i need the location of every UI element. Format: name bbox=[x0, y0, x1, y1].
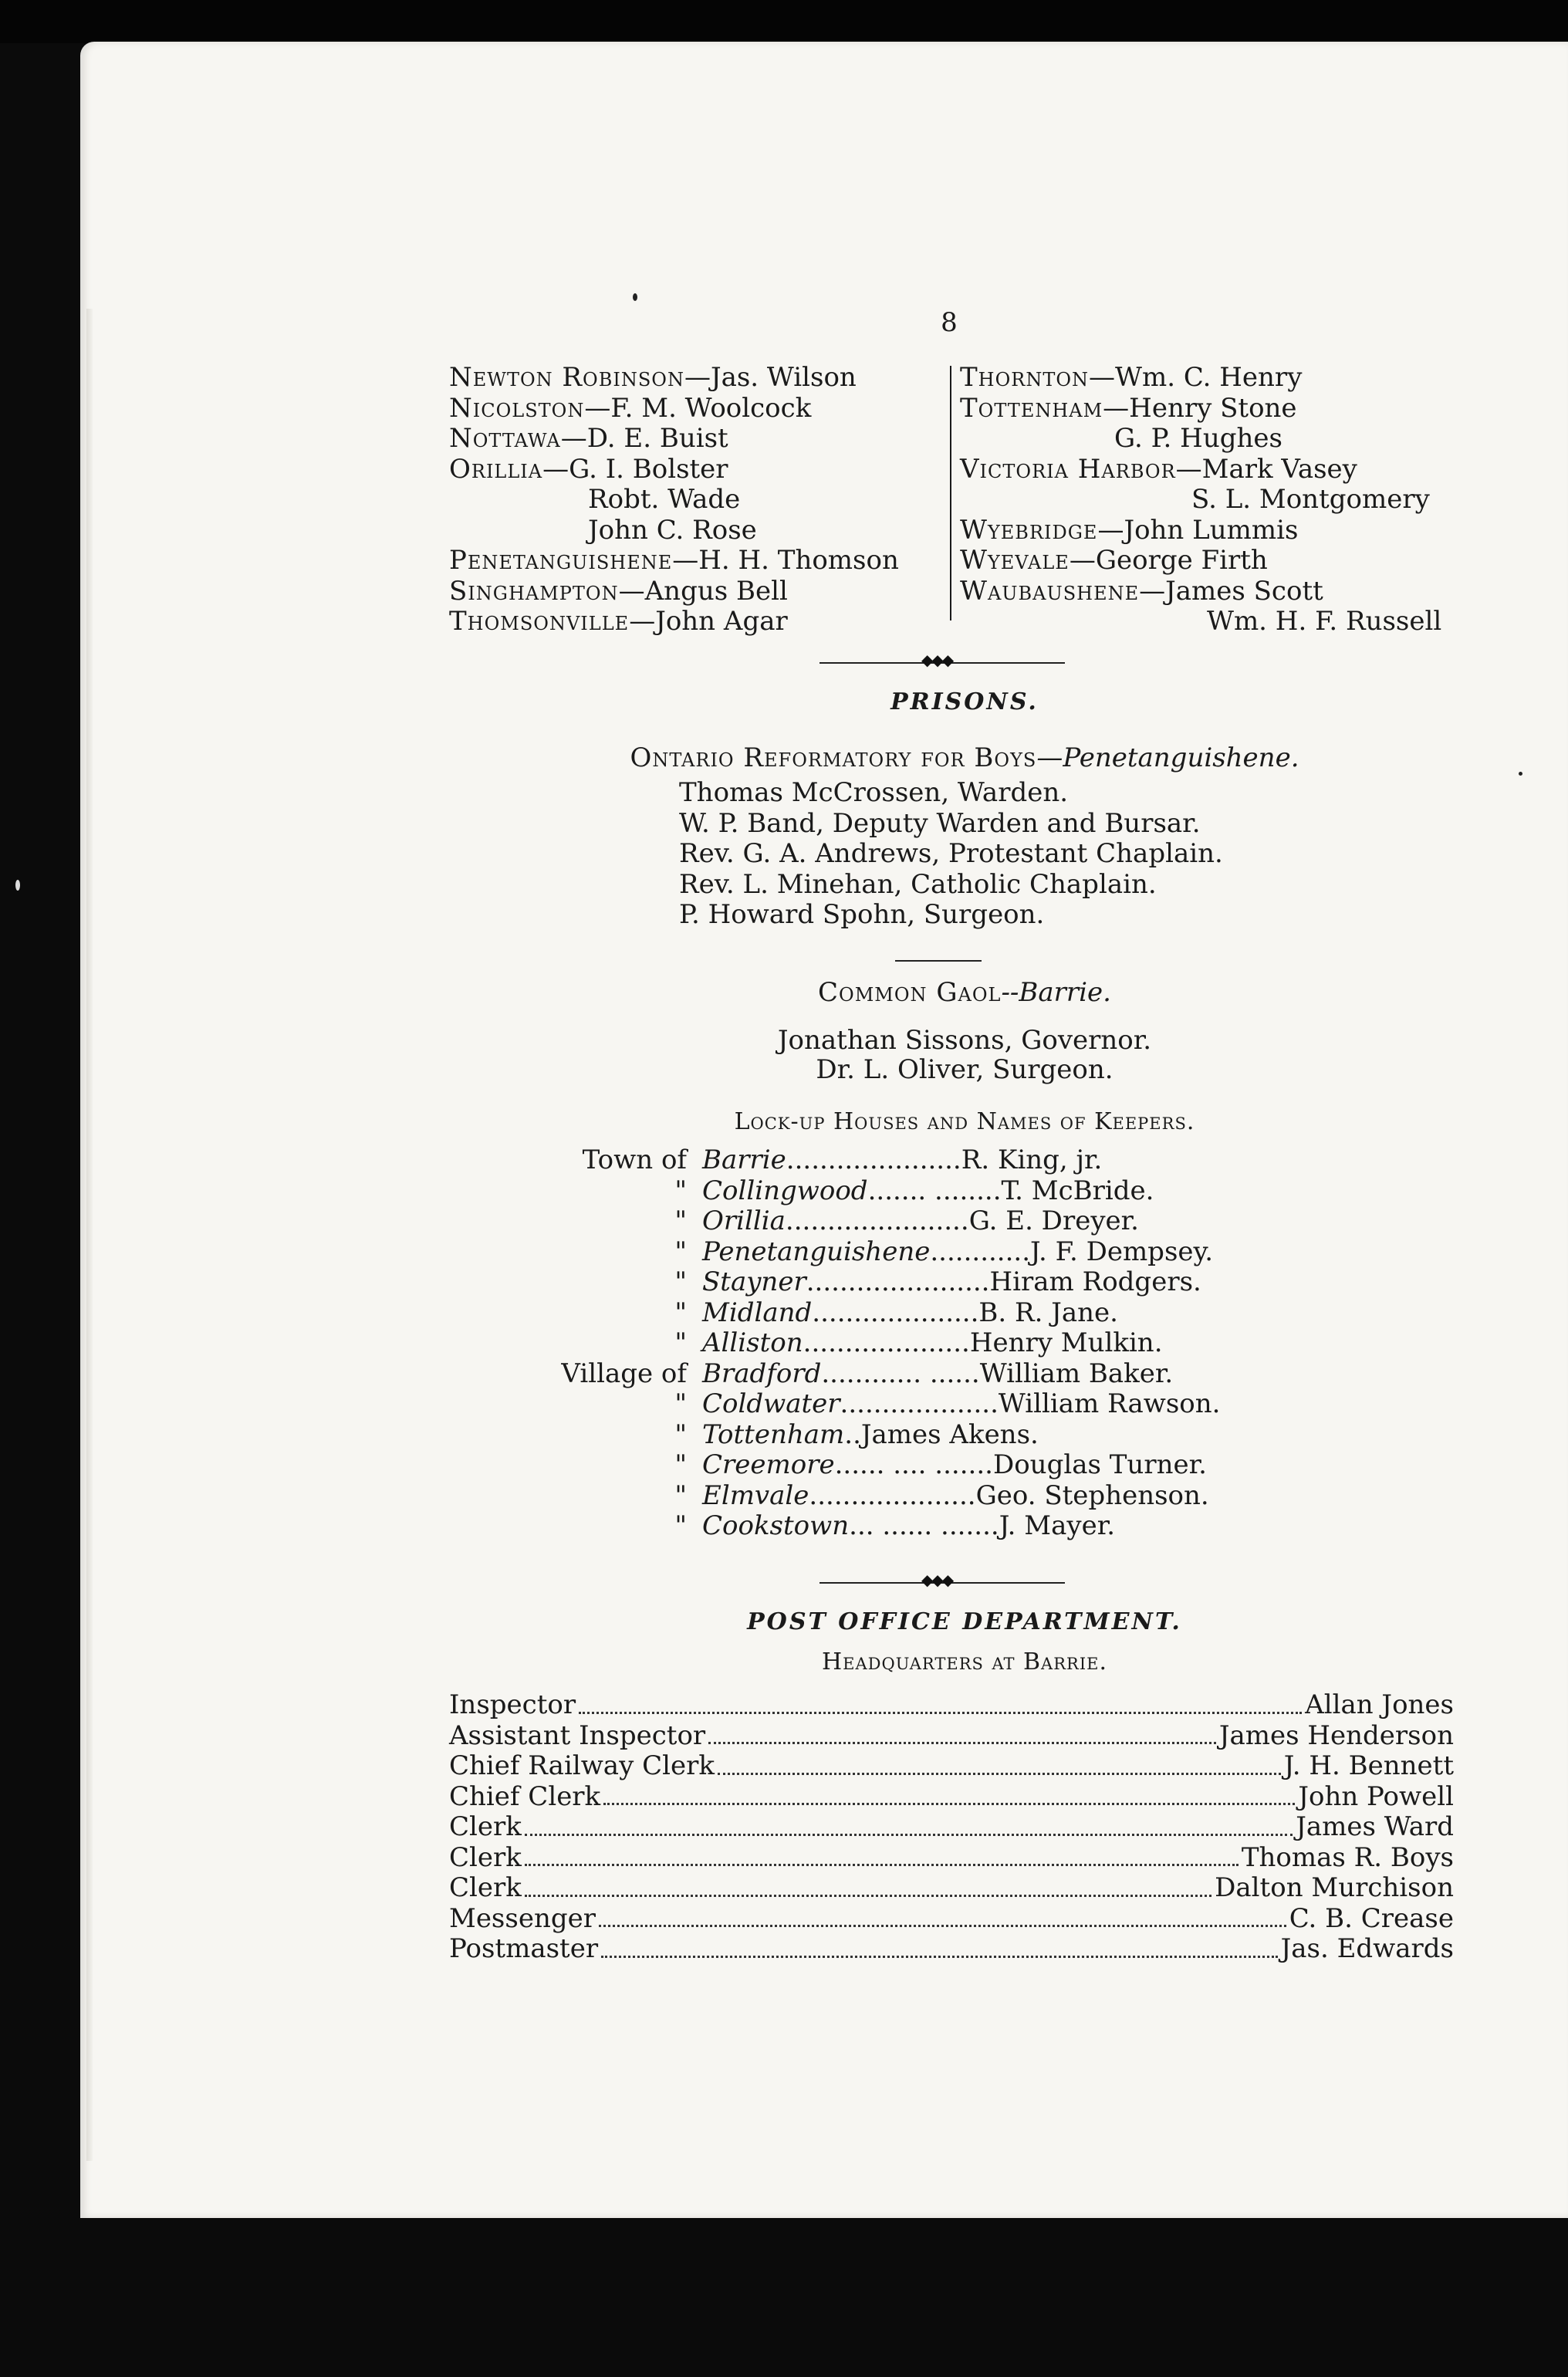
place-entry-continued: John C. Rose bbox=[588, 514, 757, 546]
post-office-heading: POST OFFICE DEPARTMENT. bbox=[747, 1608, 1182, 1635]
lockup-row: " Collingwood ....... ........ T. McBride. bbox=[674, 1175, 1154, 1206]
staff-line: Rev. L. Minehan, Catholic Chaplain. bbox=[679, 868, 1157, 900]
post-office-staff bbox=[449, 1690, 1454, 1965]
place-entry: Newton Robinson—Jas. Wilson bbox=[449, 362, 857, 393]
staff-row: Assistant Inspector James Henderson bbox=[449, 1719, 1454, 1751]
place-entry: Wyevale—George Firth bbox=[960, 545, 1268, 576]
staff-line: W. P. Band, Deputy Warden and Bursar. bbox=[679, 807, 1201, 839]
staff-row: Chief Clerk John Powell bbox=[449, 1780, 1454, 1812]
right-column bbox=[960, 363, 1469, 637]
lockup-row: Village of Bradford ............ ...... William Baker. bbox=[561, 1358, 1174, 1389]
short-rule bbox=[895, 960, 982, 962]
place-entry: Thomsonville—John Agar bbox=[449, 606, 788, 637]
place-entry-continued: S. L. Montgomery bbox=[1191, 484, 1430, 515]
place-entry: Nicolston—F. M. Woolcock bbox=[449, 392, 812, 424]
place-entry: Nottawa—D. E. Buist bbox=[449, 423, 728, 454]
lockup-row: " Cookstown ... ...... ....... J. Mayer. bbox=[674, 1510, 1116, 1541]
place-entry-continued: Wm. H. F. Russell bbox=[1207, 606, 1442, 637]
staff-row: Clerk James Ward bbox=[449, 1811, 1454, 1842]
place-entry: Waubaushene—James Scott bbox=[960, 575, 1323, 607]
ornament-diamonds: ◆◆◆ bbox=[921, 651, 953, 669]
ornament-diamonds: ◆◆◆ bbox=[921, 1571, 953, 1589]
place-entry: Orillia—G. I. Bolster bbox=[449, 453, 728, 485]
staff-row: Clerk Thomas R. Boys bbox=[449, 1841, 1454, 1873]
lockup-row: " Penetanguishene ............ J. F. Dempsey. bbox=[674, 1236, 1214, 1267]
gaol-staff-line: Jonathan Sissons, Governor. bbox=[777, 1025, 1152, 1056]
lockup-row: " Stayner ...................... Hiram Rodgers. bbox=[674, 1266, 1201, 1297]
staff-row: Clerk Dalton Murchison bbox=[449, 1872, 1454, 1903]
place-entry: Thornton—Wm. C. Henry bbox=[960, 362, 1303, 393]
place-entry-continued: Robt. Wade bbox=[588, 484, 741, 515]
page-number: 8 bbox=[941, 307, 958, 338]
lockup-row: " Elmvale .................... Geo. Stephenson. bbox=[674, 1479, 1209, 1511]
gaol-staff-line: Dr. L. Oliver, Surgeon. bbox=[816, 1054, 1113, 1085]
left-column bbox=[449, 363, 951, 637]
gaol-title: Common Gaol--Barrie. bbox=[818, 977, 1111, 1008]
staff-row: Inspector Allan Jones bbox=[449, 1689, 1454, 1720]
staff-line: P. Howard Spohn, Surgeon. bbox=[679, 899, 1045, 930]
scan-border-top bbox=[0, 0, 1568, 43]
staff-row: Chief Railway Clerk J. H. Bennett bbox=[449, 1750, 1454, 1781]
place-entry-continued: G. P. Hughes bbox=[1114, 423, 1282, 454]
lockup-row: " Tottenham .. James Akens. bbox=[674, 1418, 1039, 1450]
lockups-heading: Lock-up Houses and Names of Keepers. bbox=[734, 1108, 1195, 1135]
staff-line: Thomas McCrossen, Warden. bbox=[679, 777, 1069, 808]
lockup-row: " Midland .................... B. R. Jane. bbox=[674, 1297, 1118, 1328]
lockup-row: " Alliston .................... Henry Mulkin. bbox=[674, 1327, 1163, 1358]
post-office-subheading: Headquarters at Barrie. bbox=[822, 1648, 1107, 1675]
place-entry: Wyebridge—John Lummis bbox=[960, 514, 1299, 546]
scan-gutter bbox=[86, 309, 93, 2161]
ink-speck bbox=[633, 293, 637, 301]
lockup-row: Town of Barrie ..................... R. King, jr. bbox=[582, 1145, 1103, 1175]
lockups-list bbox=[540, 1145, 1220, 1542]
lockup-row: " Orillia ...................... G. E. Dreyer. bbox=[674, 1205, 1139, 1236]
lockup-row: " Coldwater ................... William Rawson. bbox=[674, 1388, 1221, 1419]
place-entry: Penetanguishene—H. H. Thomson bbox=[449, 545, 899, 576]
reformatory-staff bbox=[679, 778, 1223, 931]
place-entry: Victoria Harbor—Mark Vasey bbox=[960, 453, 1357, 485]
prisons-heading: PRISONS. bbox=[890, 688, 1039, 715]
reformatory-title: Ontario Reformatory for Boys—Penetanguishene. bbox=[630, 742, 1299, 773]
lockup-row: " Creemore ...... .... ....... Douglas Turner. bbox=[674, 1449, 1207, 1480]
place-entry: Tottenham—Henry Stone bbox=[960, 392, 1297, 424]
ink-speck bbox=[15, 880, 20, 891]
staff-line: Rev. G. A. Andrews, Protestant Chaplain. bbox=[679, 838, 1223, 869]
column-divider bbox=[950, 366, 951, 620]
staff-row: Messenger C. B. Crease bbox=[449, 1902, 1454, 1934]
staff-row: Postmaster Jas. Edwards bbox=[449, 1933, 1454, 1964]
place-entry: Singhampton—Angus Bell bbox=[449, 575, 788, 607]
